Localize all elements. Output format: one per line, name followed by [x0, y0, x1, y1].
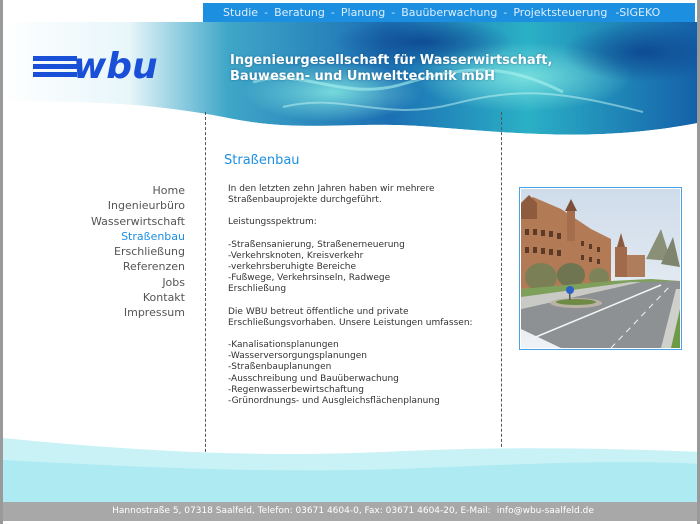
sidebar-item-home[interactable]: Home [152, 184, 185, 197]
tagline-line-2: Bauwesen- und Umwelttechnik mbH [230, 69, 496, 84]
topnav-separator: - [330, 6, 335, 19]
topnav-item-projektsteuerung[interactable]: Projektsteuerung [513, 6, 608, 19]
topnav-item-beratung[interactable]: Beratung [274, 6, 325, 19]
topnav-separator: - [391, 6, 396, 19]
topnav-item-planung[interactable]: Planung [340, 6, 386, 19]
tagline-line-1: Ingenieurgesellschaft für Wasserwirtschaft, [230, 53, 553, 68]
page-title: Straßenbau [224, 153, 300, 168]
sidebar-item-referenzen[interactable]: Referenzen [122, 260, 185, 274]
street-photo [519, 187, 682, 350]
right-column-divider [501, 112, 502, 472]
list-item: Erschließung [228, 284, 287, 295]
logo-graphic [33, 50, 183, 82]
intro-paragraph [228, 184, 493, 206]
side-navigation [91, 183, 185, 321]
services-list [228, 340, 493, 407]
footer-email-link[interactable]: info@wbu-saalfeld.de [496, 506, 594, 516]
main-content [228, 184, 493, 418]
sidebar-item-jobs[interactable]: Jobs [162, 275, 185, 289]
list-item: -Kanalisationsplanungen [228, 340, 339, 351]
bottom-wave-decoration [3, 430, 700, 502]
list-item: -Verkehrsknoten, Kreisverkehr [228, 250, 364, 261]
services-paragraph [228, 307, 493, 329]
top-navigation [203, 3, 695, 22]
list-item: -Ausschreibung und Bauüberwachung [228, 373, 399, 384]
footer-bar [3, 502, 700, 521]
sidebar-item-kontakt[interactable]: Kontakt [142, 291, 185, 305]
intro-line: Straßenbauprojekte durchgeführt. [228, 195, 382, 206]
intro-line: In den letzten zehn Jahren haben wir mehrere [228, 184, 435, 194]
services-line: Erschließungsvorhaben. Unsere Leistungen umfassen: [228, 317, 473, 328]
services-line: Die WBU betreut öffentliche und private [228, 306, 409, 317]
spectrum-list [228, 240, 493, 296]
sidebar-item-strassenbau[interactable]: Straßenbau [121, 229, 185, 243]
sidebar-item-wasserwirtschaft[interactable]: Wasserwirtschaft [90, 214, 185, 228]
sidebar-item-erschliessung[interactable]: Erschließung [114, 245, 185, 259]
list-item: -Straßenbauplanungen [228, 362, 332, 373]
topnav-separator: - [503, 6, 508, 19]
list-item: -Fußwege, Verkehrsinseln, Radwege [228, 273, 391, 284]
list-item: -Wasserversorgungsplanungen [228, 351, 367, 362]
logo-text: wbu [73, 50, 158, 82]
topnav-item-bauueberwachung[interactable]: Bauüberwachung [401, 6, 498, 19]
topnav-separator: - [264, 6, 269, 19]
footer-address: Hannostraße 5, 07318 Saalfeld, Telefon: 03671 4604-0, Fax: 03671 4604-20, E-Mail: [112, 506, 491, 516]
list-item: -verkehrsberuhigte Bereiche [228, 262, 357, 273]
sidebar-item-impressum[interactable]: Impressum [123, 306, 185, 320]
spectrum-heading: Leistungsspektrum: [228, 217, 317, 228]
header-banner [3, 22, 700, 140]
company-tagline [230, 53, 552, 85]
topnav-item-sigeko[interactable]: -SIGEKO [615, 6, 661, 19]
list-item: -Grünordnungs- und Ausgleichsflächenplanung [228, 396, 440, 407]
topnav-item-studie[interactable]: Studie [223, 6, 259, 19]
list-item: -Regenwasserbewirtschaftung [228, 384, 364, 395]
sidebar-item-ingenieurbuero[interactable]: Ingenieurbüro [107, 199, 185, 213]
street-photo-image [521, 189, 680, 348]
list-item: -Straßensanierung, Straßenerneuerung [228, 239, 405, 250]
left-column-divider [205, 112, 206, 472]
